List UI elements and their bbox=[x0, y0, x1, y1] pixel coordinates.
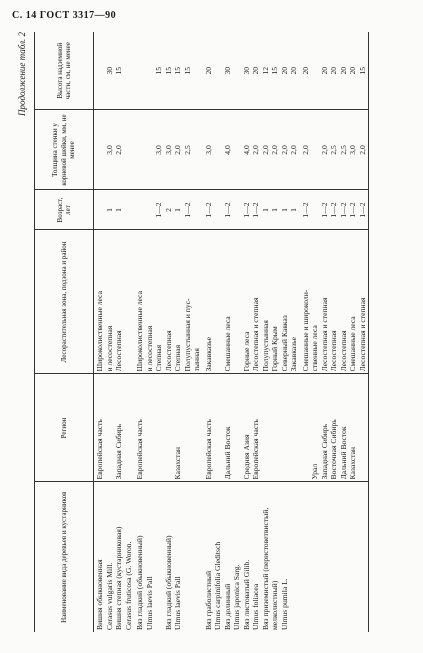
cell-line: Вяз гладкий (обыкновенный) bbox=[163, 535, 173, 630]
page-header: С. 14 ГОСТ 3317—90 bbox=[12, 10, 117, 21]
cell-line: 1 bbox=[104, 208, 114, 212]
thickness-cell bbox=[94, 110, 135, 190]
cell-line bbox=[232, 377, 242, 480]
cell-line: 2,0 bbox=[289, 145, 298, 155]
zone-cell bbox=[134, 230, 203, 374]
table-row bbox=[203, 32, 300, 632]
cell-line: 20 bbox=[289, 66, 298, 75]
cell-line bbox=[232, 34, 242, 108]
cell-line: Закавказье bbox=[289, 337, 298, 372]
cell-line: тынная bbox=[192, 348, 201, 372]
cell-line bbox=[213, 113, 223, 188]
cell-line: Казахстан bbox=[173, 447, 182, 480]
cell-line: Степная bbox=[154, 344, 163, 372]
seedling-table bbox=[34, 32, 369, 632]
cell-line: 4,0 bbox=[222, 145, 232, 155]
cell-line: 1 bbox=[260, 208, 270, 212]
cell-line: Широколиственные леса bbox=[95, 291, 104, 372]
region-cell bbox=[203, 374, 300, 482]
cell-line: Европейская часть bbox=[95, 419, 104, 480]
cell-line: 1—2 bbox=[251, 202, 260, 218]
cell-line: 30 bbox=[241, 66, 251, 75]
cell-line: Горные леса bbox=[241, 331, 251, 372]
age-cell bbox=[134, 190, 203, 230]
cell-line: 2,5 bbox=[329, 145, 338, 155]
cell-line: 3,0 bbox=[203, 145, 213, 155]
col-header-zone: Лесорастительная зона, подзона и район bbox=[35, 230, 94, 374]
cell-line: 12 bbox=[260, 66, 270, 75]
table-row bbox=[300, 32, 369, 632]
height-cell bbox=[203, 32, 300, 110]
height-cell bbox=[300, 32, 369, 110]
cell-line: Лесостепная bbox=[338, 330, 348, 372]
cell-line: 1—2 bbox=[357, 202, 367, 218]
cell-line: 1 bbox=[114, 208, 123, 212]
cell-line bbox=[232, 193, 242, 228]
cell-line: Лесостепная и степная bbox=[319, 297, 329, 372]
cell-line: Cerasus fruticosa (G. Woron. bbox=[123, 541, 133, 630]
cell-line: Урал bbox=[310, 463, 319, 480]
col-header-thickness: Толщина стенки у корневой шейки, мм, не менее bbox=[35, 110, 94, 190]
cell-line: Смешанные леса bbox=[222, 316, 232, 372]
cell-line bbox=[301, 377, 311, 480]
cell-line bbox=[95, 113, 105, 188]
cell-line: 20 bbox=[279, 66, 289, 75]
cell-line: 2,0 bbox=[114, 145, 123, 155]
cell-line: Лесостепная и степная bbox=[251, 297, 260, 372]
cell-line: Вяз листоватый Gilib. bbox=[241, 559, 251, 630]
cell-line bbox=[164, 377, 174, 480]
table-row bbox=[134, 32, 203, 632]
species-cell bbox=[203, 482, 300, 632]
cell-line: Ulmus pumila L. bbox=[279, 578, 289, 630]
cell-line: ственные леса bbox=[310, 325, 319, 372]
cell-line: 1—2 bbox=[300, 202, 310, 218]
cell-line: 1—2 bbox=[182, 202, 192, 218]
cell-line: 2 bbox=[163, 208, 173, 212]
cell-line: 1—2 bbox=[329, 202, 338, 218]
cell-line: и лесостепная bbox=[144, 325, 154, 372]
cell-line bbox=[154, 377, 164, 480]
cell-line: 1 bbox=[279, 208, 289, 212]
rotated-table-region bbox=[18, 32, 406, 632]
cell-line: 2,5 bbox=[182, 145, 192, 155]
table-row bbox=[94, 32, 135, 632]
cell-line: Дальний Восток bbox=[222, 426, 232, 480]
cell-line bbox=[232, 233, 242, 372]
cell-line: 1 bbox=[173, 208, 182, 212]
cell-line: 3,0 bbox=[104, 145, 114, 155]
cell-line: 1—2 bbox=[348, 202, 357, 218]
cell-line: Вишня обыкновенная bbox=[95, 559, 104, 630]
cell-line: 15 bbox=[182, 66, 192, 75]
cell-line: 2,0 bbox=[173, 145, 182, 155]
cell-line bbox=[95, 193, 105, 228]
cell-line: Широколиственные леса bbox=[135, 291, 144, 372]
cell-line bbox=[232, 113, 242, 188]
cell-line bbox=[192, 34, 202, 108]
cell-line bbox=[105, 377, 115, 480]
cell-line: 2,0 bbox=[319, 145, 329, 155]
thickness-cell bbox=[134, 110, 203, 190]
col-header-height: Высота надземной части, см, не менее bbox=[35, 32, 94, 110]
cell-line bbox=[135, 113, 145, 188]
cell-line: Ulmus carpinifolia Gleditsch bbox=[213, 541, 222, 630]
cell-line bbox=[145, 34, 155, 108]
cell-line bbox=[135, 34, 145, 108]
cell-line: Ulmus laevis Pall bbox=[144, 576, 154, 630]
cell-line: 20 bbox=[348, 66, 357, 75]
cell-line: Лесостепная и степная bbox=[357, 297, 367, 372]
col-header-region: Регион bbox=[35, 374, 94, 482]
cell-line bbox=[213, 193, 223, 228]
cell-line: 15 bbox=[114, 66, 123, 75]
cell-line: Западная Сибирь bbox=[319, 423, 329, 480]
cell-line: Вяз гладкий (обыкновенный) bbox=[135, 535, 144, 630]
cell-line: Средняя Азия bbox=[241, 434, 251, 480]
cell-line: Вишня степная (кустарниковая) bbox=[114, 526, 123, 630]
cell-line: 20 bbox=[251, 66, 260, 75]
cell-line: 2,0 bbox=[357, 145, 367, 155]
cell-line: Смешанные леса bbox=[348, 316, 357, 372]
cell-line: Западная Сибирь bbox=[114, 423, 123, 480]
zone-cell bbox=[94, 230, 135, 374]
species-cell bbox=[300, 482, 369, 632]
cell-line: Полупустынная и пус- bbox=[182, 298, 192, 372]
cell-line: 20 bbox=[203, 66, 213, 75]
region-cell bbox=[134, 374, 203, 482]
cell-line: 20 bbox=[329, 66, 338, 75]
cell-line: 3,0 bbox=[163, 145, 173, 155]
cell-line: 2,0 bbox=[270, 145, 279, 155]
cell-line bbox=[135, 193, 145, 228]
cell-line: Лесостепная bbox=[114, 330, 123, 372]
cell-line: 1 bbox=[289, 208, 298, 212]
cell-line: Дальний Восток bbox=[338, 426, 348, 480]
cell-line: Восточная Сибирь bbox=[329, 419, 338, 480]
cell-line: 15 bbox=[163, 66, 173, 75]
cell-line: 15 bbox=[270, 66, 279, 75]
cell-line: Ulmus japonica Sarg. bbox=[232, 564, 241, 630]
cell-line bbox=[192, 113, 202, 188]
col-header-age: Возраст, лет bbox=[35, 190, 94, 230]
cell-line: 20 bbox=[300, 66, 310, 75]
cell-line: 3,0 bbox=[154, 145, 163, 155]
cell-line: 30 bbox=[222, 66, 232, 75]
cell-line: 1—2 bbox=[319, 202, 329, 218]
cell-line: Европейская часть bbox=[135, 419, 144, 480]
age-cell bbox=[94, 190, 135, 230]
cell-line: Казахстан bbox=[348, 447, 357, 480]
cell-line: Лесостепная bbox=[329, 330, 338, 372]
cell-line: 20 bbox=[319, 66, 329, 75]
cell-line: Горный Крым bbox=[270, 326, 279, 372]
table-header-row bbox=[35, 32, 94, 632]
cell-line: Ulmus foliacea bbox=[251, 583, 260, 630]
cell-line: Вяз граболистный bbox=[203, 570, 213, 630]
height-cell bbox=[94, 32, 135, 110]
cell-line: Вяз долинный bbox=[222, 583, 232, 630]
cell-line: 2,0 bbox=[279, 145, 289, 155]
cell-line: мелколистный) bbox=[270, 580, 279, 630]
cell-line: 15 bbox=[357, 66, 367, 75]
cell-line: 4,0 bbox=[241, 145, 251, 155]
cell-line: 3,0 bbox=[348, 145, 357, 155]
cell-line: 15 bbox=[154, 66, 163, 75]
cell-line: 1—2 bbox=[338, 202, 348, 218]
cell-line: 15 bbox=[173, 66, 182, 75]
cell-line: Полупустынная bbox=[260, 320, 270, 372]
height-cell bbox=[134, 32, 203, 110]
thickness-cell bbox=[300, 110, 369, 190]
zone-cell bbox=[203, 230, 300, 374]
species-cell bbox=[94, 482, 135, 632]
cell-line bbox=[310, 34, 320, 108]
region-cell bbox=[300, 374, 369, 482]
cell-line: 1 bbox=[270, 208, 279, 212]
cell-line: 1—2 bbox=[154, 202, 163, 218]
cell-line bbox=[213, 377, 223, 480]
cell-line bbox=[154, 485, 164, 631]
cell-line: Cerasus vulgaris Mill. bbox=[104, 562, 114, 630]
cell-line: Вяз приземистый (перистоветвистый, bbox=[260, 507, 270, 630]
cell-line: 20 bbox=[338, 66, 348, 75]
cell-line: и лесостепная bbox=[104, 325, 114, 372]
species-cell bbox=[134, 482, 203, 632]
cell-line: 1—2 bbox=[222, 202, 232, 218]
cell-line bbox=[310, 193, 320, 228]
cell-line bbox=[310, 113, 320, 188]
cell-line bbox=[145, 193, 155, 228]
cell-line bbox=[192, 193, 202, 228]
cell-line: Закавказье bbox=[203, 337, 213, 372]
cell-line bbox=[213, 34, 223, 108]
cell-line: Европейская часть bbox=[203, 419, 213, 480]
cell-line: 2,5 bbox=[338, 145, 348, 155]
cell-line: Европейская часть bbox=[251, 419, 260, 480]
cell-line bbox=[213, 233, 223, 372]
age-cell bbox=[300, 190, 369, 230]
region-cell bbox=[94, 374, 135, 482]
cell-line bbox=[145, 377, 155, 480]
cell-line: 2,0 bbox=[251, 145, 260, 155]
cell-line: Ulmus laevis Pall bbox=[173, 576, 182, 630]
cell-line: 2,0 bbox=[300, 145, 310, 155]
table-continuation-caption: Продолжение табл. 2 bbox=[17, 32, 27, 116]
cell-line: Северный Кавказ bbox=[279, 315, 289, 372]
cell-line: 30 bbox=[104, 66, 114, 75]
cell-line: 2,0 bbox=[260, 145, 270, 155]
cell-line: Смешанные и широколи- bbox=[300, 289, 310, 372]
cell-line bbox=[145, 113, 155, 188]
col-header-species: Наименование вида деревьев и кустарников bbox=[35, 482, 94, 632]
zone-cell bbox=[300, 230, 369, 374]
age-cell bbox=[203, 190, 300, 230]
cell-line: Степная bbox=[173, 344, 182, 372]
cell-line: 1—2 bbox=[203, 202, 213, 218]
thickness-cell bbox=[203, 110, 300, 190]
cell-line bbox=[95, 34, 105, 108]
cell-line: Лесостепная bbox=[163, 330, 173, 372]
cell-line: 1—2 bbox=[241, 202, 251, 218]
